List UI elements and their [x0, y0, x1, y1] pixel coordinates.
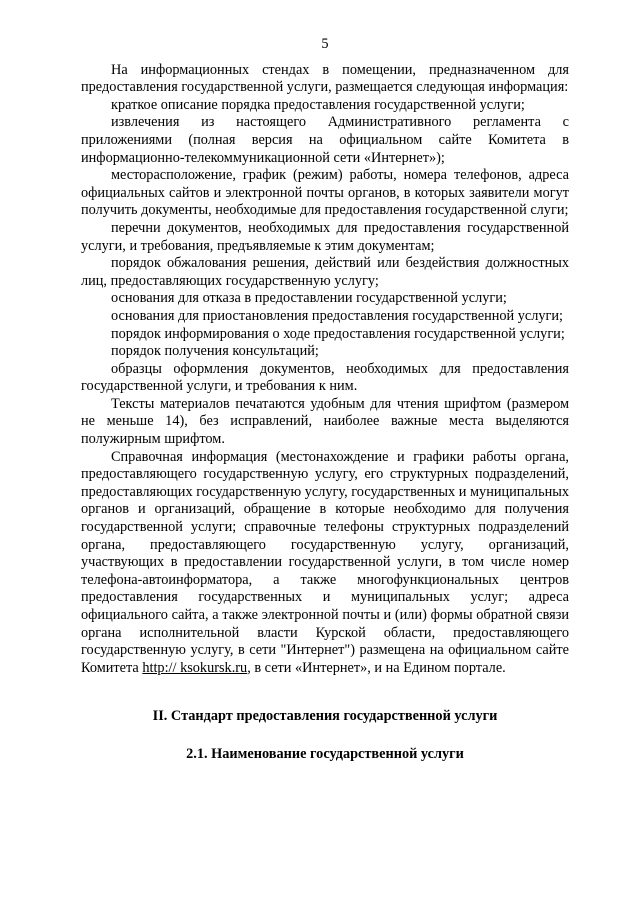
list-item-refusal-grounds: основания для отказа в предоставлении государственной услуги;	[111, 290, 507, 307]
list-item-brief-description: краткое описание порядка предоставления государственной услуги;	[111, 96, 525, 113]
list-item-progress-info: порядок информирования о ходе предоставления государственной услуги;	[111, 325, 565, 342]
committee-website-link[interactable]: http:// ksokursk.ru	[142, 659, 248, 676]
subsection-heading: 2.1. Наименование государственной услуги	[186, 745, 464, 762]
document-page	[81, 36, 569, 764]
section-heading: II. Стандарт предоставления государственной услуги	[152, 708, 498, 725]
list-item-location-schedule: месторасположение, график (режим) работы, номера телефонов, адреса официальных сайтов и электронной почты органов, в которых заявители могут получить документы, необходимые для предоставления государственной слуги;	[81, 167, 569, 219]
list-item-regulation-extracts: извлечения из настоящего Административного регламента с приложениями (полная версия на официальном сайте Комитета в информационно-телекоммуникационной сети «Интернет»);	[81, 114, 569, 166]
paragraph-intro: На информационных стендах в помещении, предназначенном для предоставления государственной услуги, размещается следующая информация:	[81, 61, 569, 96]
list-item-document-samples: образцы оформления документов, необходимых для предоставления государственной услуги, и требования к ним.	[81, 360, 569, 395]
list-item-suspension-grounds: основания для приостановления предоставления государственной услуги;	[111, 307, 564, 324]
list-item-appeal-procedure: порядок обжалования решения, действий или бездействия должностных лиц, предоставляющих государственную услугу;	[81, 255, 569, 289]
reference-text-end: , в сети «Интернет», и на Едином портале.	[247, 659, 506, 676]
page-number: 5	[321, 36, 329, 52]
paragraph-font-requirements: Тексты материалов печатаются удобным для чтения шрифтом (размером не меньше 14), без исправлений, наиболее важные места выделяются полужирным шрифтом.	[81, 395, 569, 448]
list-item-document-lists: перечни документов, необходимых для предоставления государственной услуги, и требования, предъявляемые к этим документам;	[81, 219, 569, 254]
reference-text: Справочная информация (местонахождение и графики работы органа, предоставляющего государственную услугу, его структурных подразделений, предоставляющих государственную услугу, государственных и муниципальных органов и организаций, обращение в которые необходимо для получения государственной услуги; справочные телефоны структурных подразделений органа, предоставляющего государственную услугу, организаций, участвующих в предоставлении государственной услуги, в том числе номер телефона-автоинформатора, а также многофункциональных центров предоставления государственных и муниципальных услуг; адреса официального сайта, а также электронной почты и (или) формы обратной связи органа исполнительной власти Курской области, предоставляющего государственную услугу, в сети "Интернет") размещена на официальном сайте Комитета	[81, 448, 569, 676]
list-item-consultations: порядок получения консультаций;	[111, 343, 319, 360]
paragraph-reference-info	[81, 449, 569, 678]
